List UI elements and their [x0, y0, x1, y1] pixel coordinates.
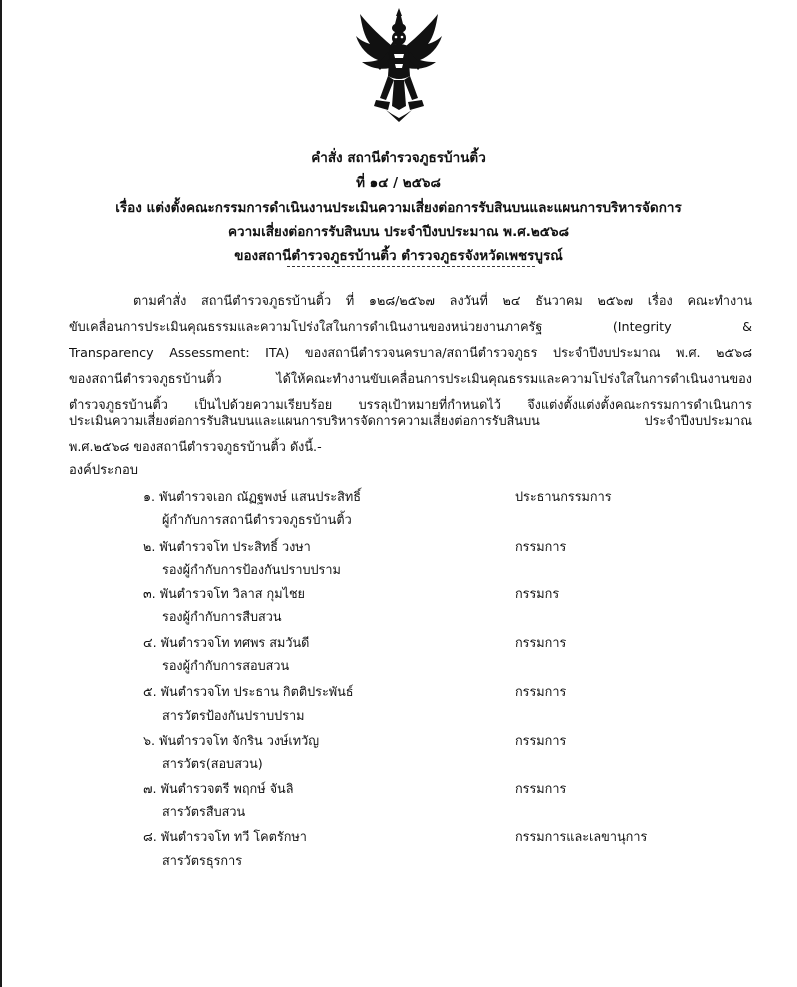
body-paragraph-line: พ.ศ.๒๕๖๘ ของสถานีตำรวจภูธรบ้านติ้ว ดังนี้.-: [69, 439, 322, 454]
body-paragraph-line: ของสถานีตำรวจภูธรบ้านติ้ว ได้ให้คณะทำงานขับเคลื่อนการประเมินคุณธรรมและความโปร่งใสในการดำเนินงานของ: [69, 371, 752, 386]
member-position: รองผู้กำกับการป้องกันปราบปราม: [162, 562, 341, 577]
member-role: กรรมกร: [515, 586, 560, 601]
member-role: กรรมการ: [515, 539, 567, 554]
member-position: สารวัตรป้องกันปราบปราม: [162, 708, 305, 723]
body-paragraph-line: Transparency Assessment: ITA) ของสถานีตำรวจนครบาล/สถานีตำรวจภูธร ประจำปีงบประมาณ พ.ศ. ๒๕๖๘: [69, 345, 752, 360]
member-name: ๓. พันตำรวจโท วิลาส กุมไชย: [143, 586, 305, 601]
subject-line-2: ความเสี่ยงต่อการรับสินบน ประจำปีงบประมาณ พ.ศ.๒๕๖๘: [227, 224, 569, 240]
member-role: กรรมการและเลขานุการ: [515, 829, 648, 844]
member-role: กรรมการ: [515, 684, 567, 699]
member-role: กรรมการ: [515, 733, 567, 748]
member-name: ๖. พันตำรวจโท จักริน วงษ์เทวัญ: [143, 733, 320, 748]
body-paragraph-line: ขับเคลื่อนการประเมินคุณธรรมและความโปร่งใสในการดำเนินงานของหน่วยงานภาครัฐ (Integrity &: [69, 319, 752, 334]
member-role: กรรมการ: [515, 635, 567, 650]
body-paragraph-line: ตามคำสั่ง สถานีตำรวจภูธรบ้านติ้ว ที่ ๑๒๘/๒๕๖๗ ลงวันที่ ๒๔ ธันวาคม ๒๕๖๗ เรื่อง คณะทำงาน: [133, 293, 752, 308]
member-position: สารวัตรสืบสวน: [162, 804, 246, 819]
member-name: ๗. พันตำรวจตรี พฤกษ์ จันลิ: [143, 781, 294, 796]
subject-line-1: เรื่อง แต่งตั้งคณะกรรมการดำเนินงานประเมินความเสี่ยงต่อการรับสินบนและแผนการบริหารจัดการ: [115, 200, 682, 216]
subject-line-3: ของสถานีตำรวจภูธรบ้านติ้ว ตำรวจภูธรจังหวัดเพชรบูรณ์: [234, 248, 563, 264]
member-position: สารวัตรธุรการ: [162, 853, 243, 868]
body-paragraph-line: ประเมินความเสี่ยงต่อการรับสินบนและแผนการบริหารจัดการความเสี่ยงต่อการรับสินบน ประจำปีงบประมาณ: [69, 413, 752, 428]
body-paragraph-line: ตำรวจภูธรบ้านติ้ว เป็นไปด้วยความเรียบร้อย บรรลุเป้าหมายที่กำหนดไว้ จึงแต่งตั้งแต่งตั้งคณะกรรมการดำเนินการ: [69, 397, 752, 412]
member-position: สารวัตร(สอบสวน): [162, 756, 263, 771]
committee-label: องค์ประกอบ: [69, 463, 138, 478]
member-name: ๒. พันตำรวจโท ประสิทธิ์ วงษา: [143, 539, 311, 554]
order-title: คำสั่ง สถานีตำรวจภูธรบ้านติ้ว: [311, 150, 486, 166]
order-number: ที่ ๑๔ / ๒๕๖๘: [356, 175, 441, 191]
member-name: ๔. พันตำรวจโท ทศพร สมวันดี: [143, 635, 310, 650]
member-name: ๑. พันตำรวจเอก ณัฏฐพงษ์ แสนประสิทธิ์: [143, 489, 361, 504]
member-name: ๘. พันตำรวจโท ทวี โคตรักษา: [143, 829, 307, 844]
member-name: ๕. พันตำรวจโท ประธาน กิตติประพันธ์: [143, 684, 354, 699]
member-position: รองผู้กำกับการสอบสวน: [162, 658, 290, 673]
member-role: กรรมการ: [515, 781, 567, 796]
separator-line: [287, 266, 535, 267]
member-role: ประธานกรรมการ: [515, 489, 612, 504]
member-position: ผู้กำกับการสถานีตำรวจภูธรบ้านติ้ว: [162, 512, 352, 527]
garuda-emblem-icon: [350, 6, 448, 124]
member-position: รองผู้กำกับการสืบสวน: [162, 609, 282, 624]
